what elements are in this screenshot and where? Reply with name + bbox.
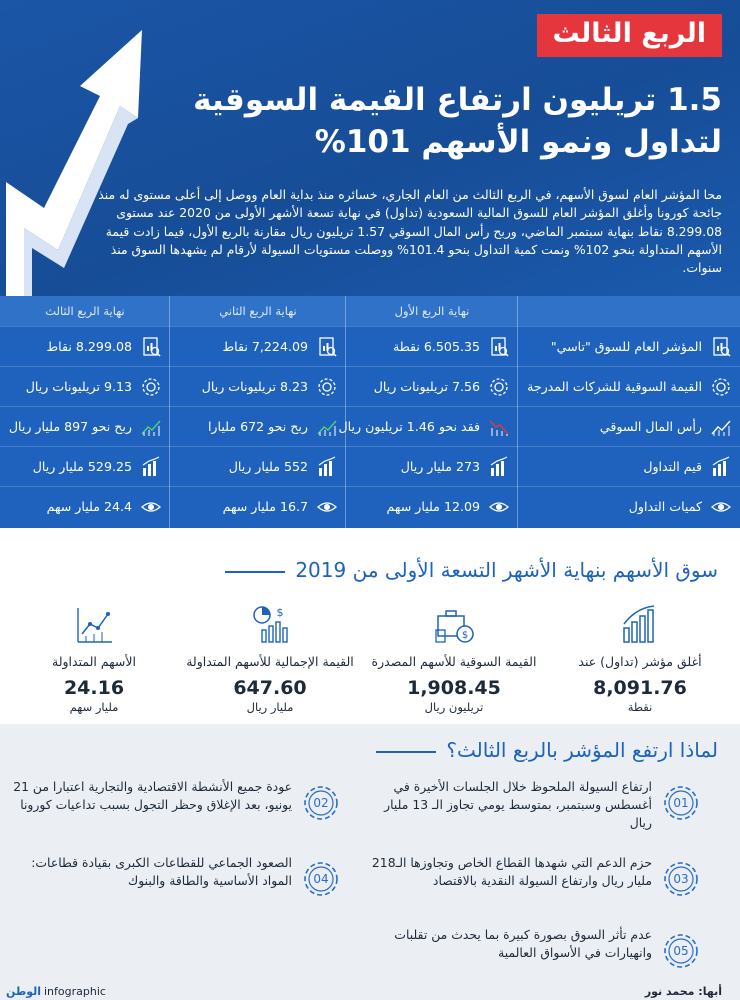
stat-value: 24.16 bbox=[63, 677, 125, 699]
q2-value: 7,224.09 نقاط bbox=[222, 339, 308, 354]
column-divider bbox=[345, 296, 346, 528]
q3-value: 24.4 مليار سهم bbox=[46, 499, 132, 514]
table-header-row bbox=[0, 296, 740, 326]
q3-value: 529.25 مليار ريال bbox=[32, 459, 132, 474]
reason-number: 02 bbox=[313, 796, 329, 810]
footer bbox=[0, 984, 740, 1000]
header-cell-q3: نهاية الربع الثالث bbox=[45, 304, 125, 318]
stat-label: القيمة الإجمالية للأسهم المتداولة bbox=[186, 654, 354, 669]
reason-number: 01 bbox=[673, 796, 689, 810]
pie-chart-icon bbox=[488, 376, 510, 398]
line-growth-icon bbox=[72, 602, 116, 646]
eye-chart-icon bbox=[316, 496, 338, 518]
svg-text:$: $ bbox=[276, 606, 284, 619]
quarter-badge: الربع الثالث bbox=[537, 14, 722, 57]
stat-label: الأسهم المتداولة bbox=[52, 654, 136, 669]
q1-value: 12.09 مليار سهم bbox=[386, 499, 480, 514]
header-cell-label bbox=[518, 296, 740, 326]
table-row bbox=[0, 326, 740, 366]
reason-number: 05 bbox=[673, 944, 689, 958]
reason-text: عودة جميع الأنشطة الاقتصادية والتجارية اعتبارا من 21 يونيو، بعد الإغلاق وحظر التجول بسبب تداعيات كورونا bbox=[13, 779, 292, 812]
stat-label: القيمة السوقية للأسهم المصدرة bbox=[371, 654, 537, 669]
stat-index-close bbox=[550, 602, 730, 714]
eye-chart-icon bbox=[140, 496, 162, 518]
q3-value: 9.13 تريليونات ريال bbox=[25, 379, 132, 394]
reason-text: عدم تأثر السوق بصورة كبيرة بما يحدث من تقلبات وانهيارات في الأسواق العالمية bbox=[394, 927, 652, 960]
pie-bars-icon bbox=[248, 602, 292, 646]
pie-chart-icon bbox=[140, 376, 162, 398]
trend-up-icon bbox=[316, 416, 338, 438]
reason-item bbox=[4, 776, 340, 832]
bar-growth-icon bbox=[618, 602, 662, 646]
reason-text: الصعود الجماعي للقطاعات الكبرى بقيادة قطاعات: المواد الأساسية والطاقة والبنوك bbox=[31, 855, 292, 888]
row-label: المؤشر العام للسوق "تاسي" bbox=[550, 339, 702, 354]
reason-text: حزم الدعم التي شهدها القطاع الخاص وتجاوزها الـ218 مليار ريال وارتفاع السيولة النقدية بالاقتصاد bbox=[371, 855, 652, 888]
reason-item bbox=[364, 852, 700, 908]
svg-text:$: $ bbox=[461, 630, 469, 641]
stat-unit: نقطة bbox=[627, 700, 653, 714]
trend-up-icon bbox=[140, 416, 162, 438]
table-row bbox=[0, 446, 740, 486]
reasons-title: لماذا ارتفع المؤشر بالربع الثالث؟ bbox=[376, 738, 718, 762]
pie-chart-icon bbox=[316, 376, 338, 398]
reason-number: 04 bbox=[313, 872, 329, 886]
briefcase-money-icon bbox=[432, 602, 476, 646]
row-label: رأس المال السوقي bbox=[599, 419, 702, 434]
reason-text: ارتفاع السيولة الملحوظ خلال الجلسات الأخيرة في أغسطس وسبتمبر، بمتوسط يومي تجاوز الـ 13 مليار ريال bbox=[384, 779, 652, 830]
document-chart-icon bbox=[710, 336, 732, 358]
reasons-section bbox=[0, 724, 740, 984]
reason-number: 03 bbox=[673, 872, 689, 886]
intro-paragraph: محا المؤشر العام لسوق الأسهم، في الربع الثالث من العام الجاري، خسائره منذ بداية العام ووصل إلى أعلى مستوى له منذ جائحة كورونا وأغلق المؤشر العام للسوق المالية السعودية (تداول) في نهاية تسعة الأشهر الأولى من 2020 عند مستوى 8.299.08 نقاط بنهاية سبتمبر الماضي، وربح رأس المال السوقي 1.57 تريليون ريال مقارنة بالربع الأول، فيما زادت قيمة الأسهم المتداولة بنحو 102% ونمت كمية التداول بنحو 101.4% ووصلت مستويات السيولة لأرقام لم يشهدها السوق منذ سنوات. bbox=[98, 187, 722, 276]
bar-chart-icon bbox=[488, 456, 510, 478]
author-credit: أبها: محمد نور bbox=[644, 985, 722, 998]
bar-chart-icon bbox=[140, 456, 162, 478]
newspaper-logo: الوطن bbox=[6, 985, 42, 998]
document-chart-icon bbox=[140, 336, 162, 358]
nine-months-section bbox=[0, 528, 740, 724]
table-row bbox=[0, 366, 740, 406]
table-row bbox=[0, 406, 740, 446]
pie-chart-icon bbox=[710, 376, 732, 398]
row-label: القيمة السوقية للشركات المدرجة bbox=[527, 379, 702, 394]
stat-total-traded-value bbox=[180, 602, 360, 714]
stat-traded-shares bbox=[4, 602, 184, 714]
stat-unit: مليار سهم bbox=[69, 700, 119, 714]
table-row bbox=[0, 486, 740, 526]
stat-label: أغلق مؤشر (تداول) عند bbox=[578, 654, 702, 669]
q1-value: 6.505.35 نقطة bbox=[392, 339, 480, 354]
q2-value: 8.23 تريليونات ريال bbox=[201, 379, 308, 394]
headline-line-1: 1.5 تريليون ارتفاع القيمة السوقية bbox=[193, 82, 722, 118]
document-chart-icon bbox=[488, 336, 510, 358]
eye-chart-icon bbox=[488, 496, 510, 518]
q1-value: 7.56 تريليونات ريال bbox=[373, 379, 480, 394]
reason-item bbox=[4, 852, 340, 908]
stat-value: 1,908.45 bbox=[407, 677, 501, 699]
q2-value: 16.7 مليار سهم bbox=[222, 499, 308, 514]
column-divider bbox=[169, 296, 170, 528]
bar-chart-icon bbox=[710, 456, 732, 478]
q1-value: فقد نحو 1.46 تريليون ريال bbox=[338, 419, 480, 434]
quarters-table bbox=[0, 296, 740, 528]
row-label: كميات التداول bbox=[628, 499, 702, 514]
infographic-label: infographic bbox=[44, 985, 106, 998]
row-label: قيم التداول bbox=[643, 459, 702, 474]
q3-value: ربح نحو 897 مليار ريال bbox=[8, 419, 132, 434]
q2-value: 552 مليار ريال bbox=[228, 459, 308, 474]
stat-unit: تريليون ريال bbox=[424, 700, 484, 714]
trend-up-icon bbox=[710, 416, 732, 438]
q1-value: 273 مليار ريال bbox=[400, 459, 480, 474]
header-cell-q1: نهاية الربع الأول bbox=[394, 304, 470, 318]
reason-item bbox=[364, 924, 700, 980]
headline-line-2: لتداول ونمو الأسهم 101% bbox=[314, 123, 722, 160]
stat-value: 647.60 bbox=[233, 677, 307, 699]
stat-market-cap bbox=[364, 602, 544, 714]
q3-value: 8.299.08 نقاط bbox=[46, 339, 132, 354]
q2-value: ربح نحو 672 مليارا bbox=[207, 419, 308, 434]
reason-item bbox=[364, 776, 700, 832]
bar-chart-icon bbox=[316, 456, 338, 478]
header-cell-q2: نهاية الربع الثاني bbox=[219, 304, 297, 318]
column-divider bbox=[517, 296, 518, 528]
trend-down-icon bbox=[488, 416, 510, 438]
stat-unit: مليار ريال bbox=[246, 700, 294, 714]
nine-months-title: سوق الأسهم بنهاية الأشهر التسعة الأولى من 2019 bbox=[225, 558, 718, 582]
stat-value: 8,091.76 bbox=[593, 677, 687, 699]
headline bbox=[162, 80, 722, 164]
eye-chart-icon bbox=[710, 496, 732, 518]
header-banner bbox=[0, 0, 740, 296]
document-chart-icon bbox=[316, 336, 338, 358]
